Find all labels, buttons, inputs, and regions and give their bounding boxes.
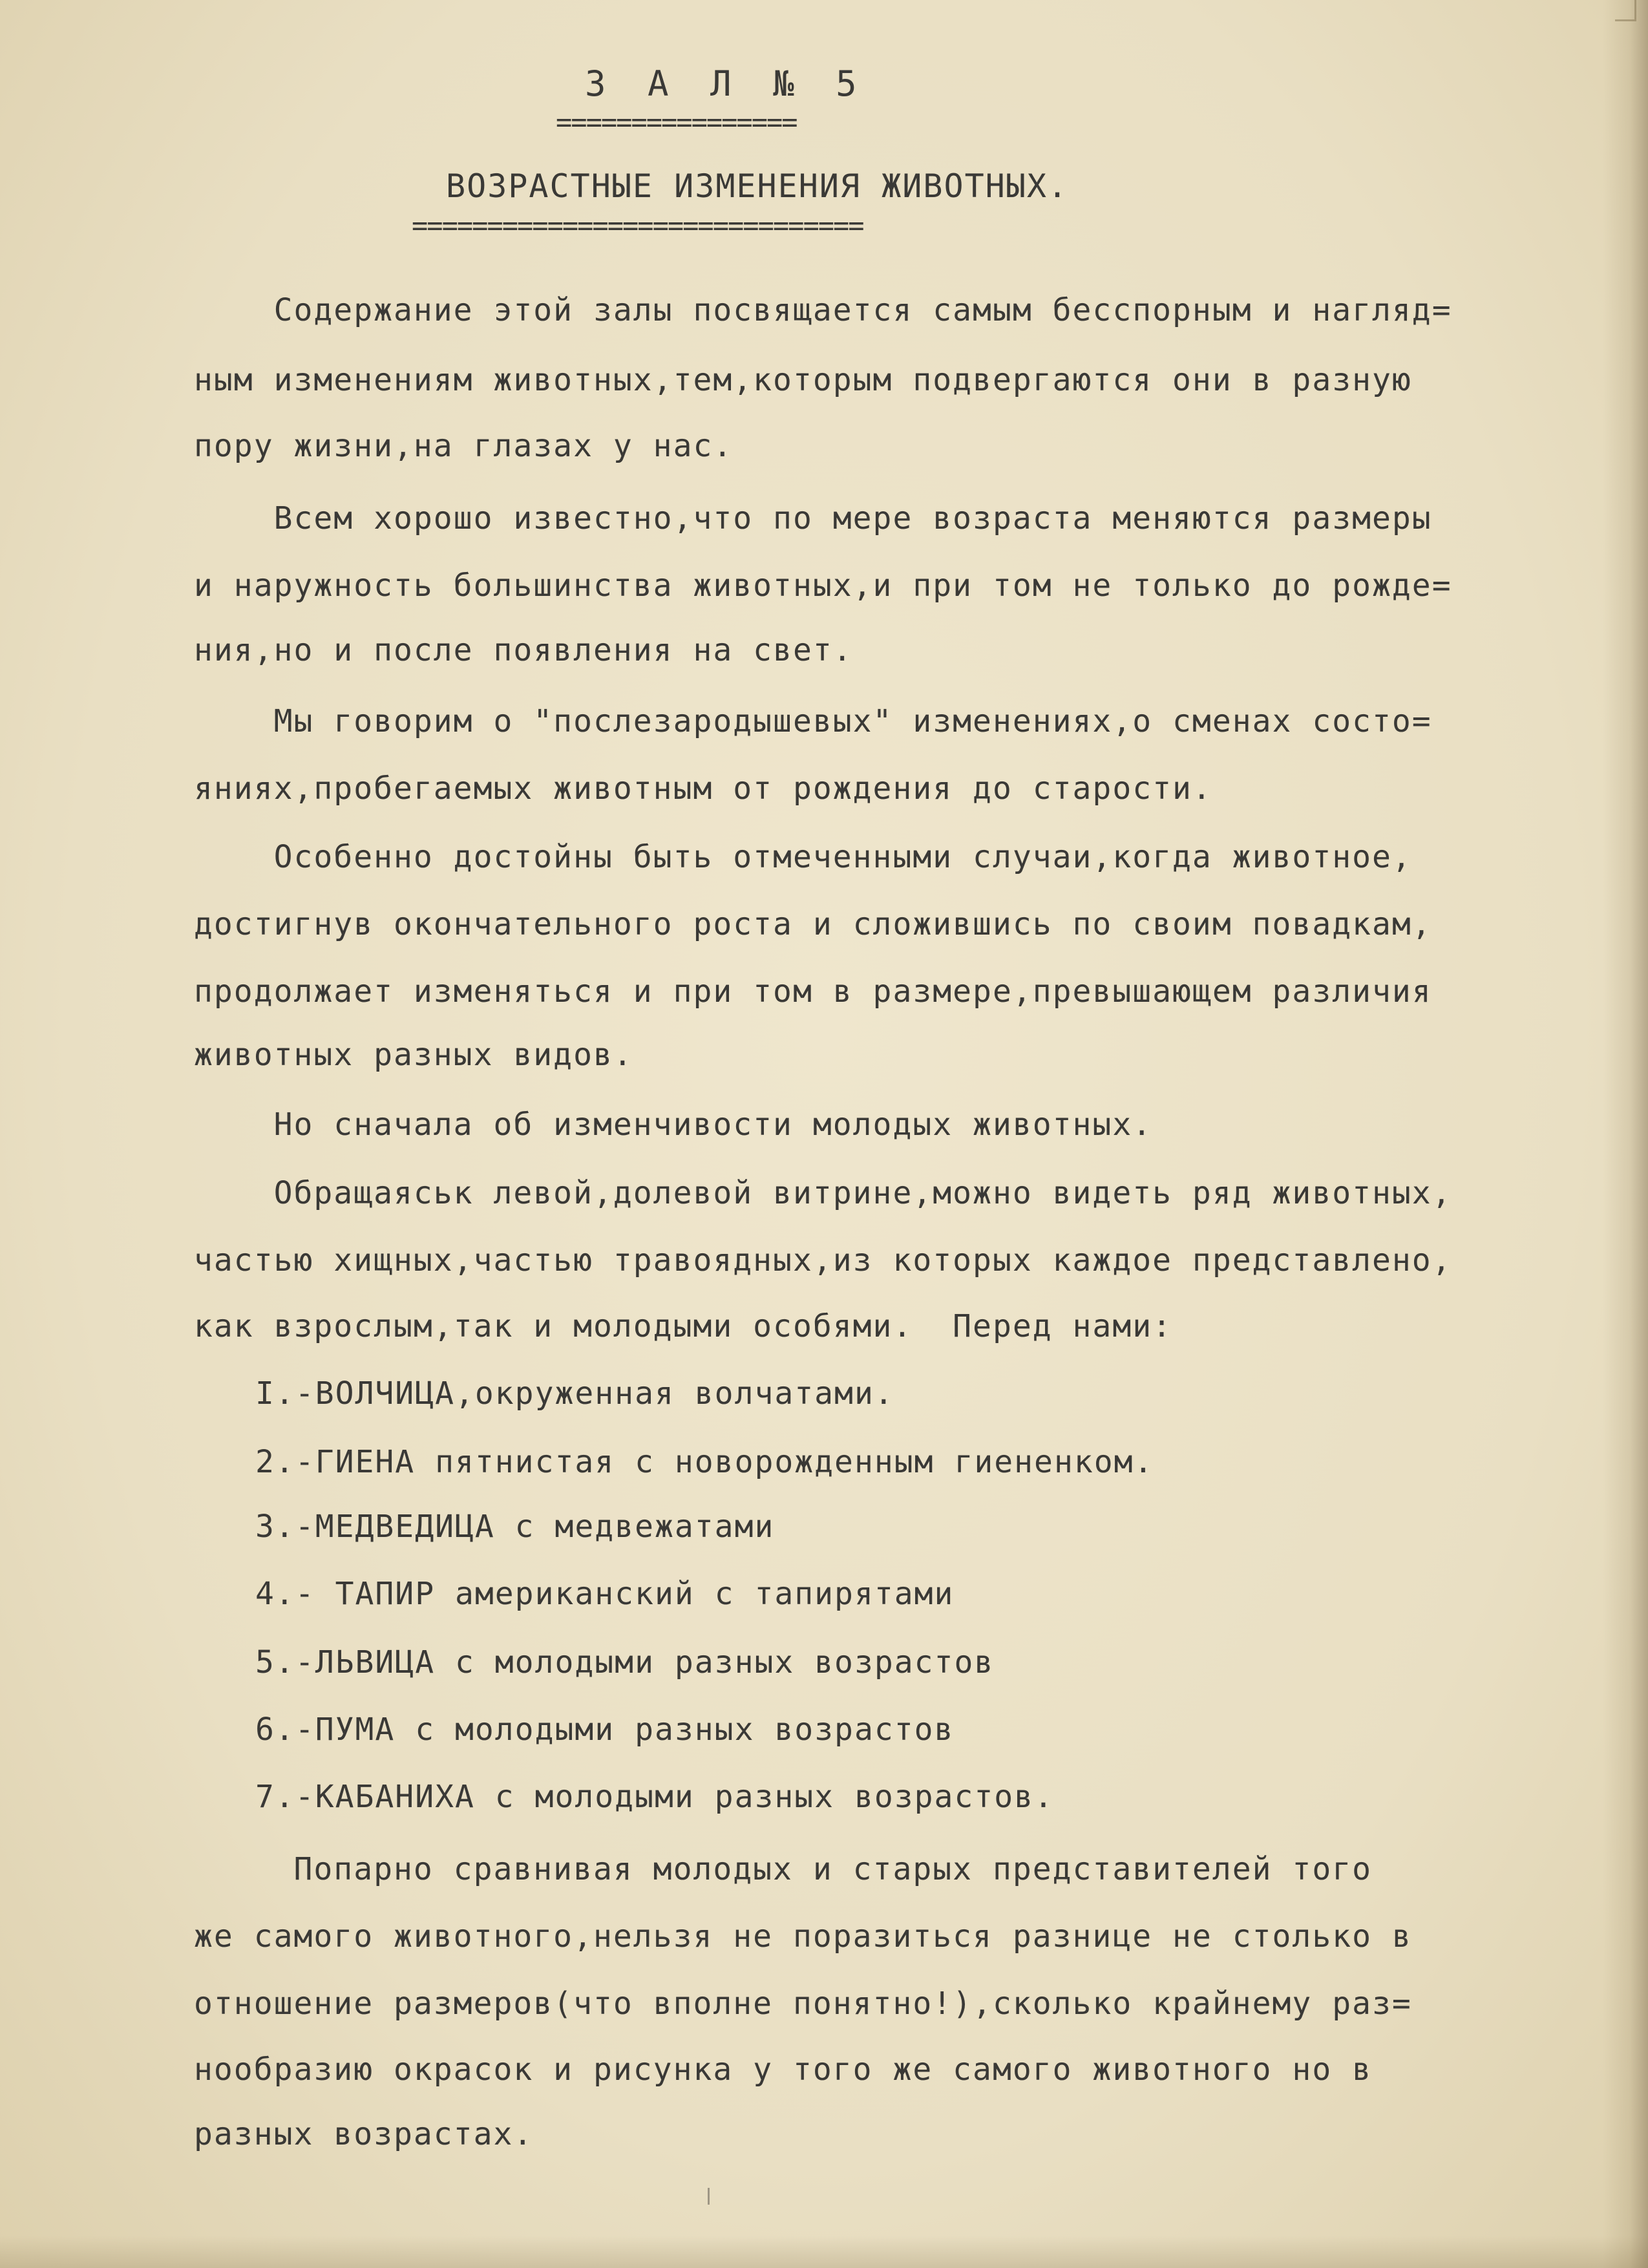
- paragraph-4-line-4: животных разных видов.: [194, 1037, 633, 1073]
- paragraph-4-line-3: продолжает изменяться и при том в размере,превышающем различия: [194, 973, 1432, 1010]
- closing-paragraph-line-2: же самого животного,нельзя не поразиться разнице не столько в: [194, 1918, 1412, 1955]
- paragraph-4-line-2: достигнув окончательного роста и сложившись по своим повадкам,: [194, 906, 1432, 942]
- paragraph-5-line-1: Но сначала об изменчивости молодых животных.: [194, 1107, 1153, 1143]
- paragraph-2-line-3: ния,но и после появления на свет.: [194, 632, 853, 668]
- section-heading-underline: ==============================: [412, 212, 863, 239]
- list-item: 4.- ТАПИР американский с тапирятами: [255, 1576, 955, 1612]
- closing-paragraph-line-5: разных возрастах.: [194, 2116, 534, 2152]
- paragraph-6-line-2: частью хищных,частью травоядных,из которых каждое представлено,: [194, 1242, 1452, 1278]
- paragraph-6-line-1: Обращаяськ левой,долевой витрине,можно видеть ряд животных,: [194, 1175, 1452, 1211]
- list-item: 7.-КАБАНИХА с молодыми разных возрастов.: [255, 1779, 1054, 1815]
- page-title: З А Л № 5: [585, 63, 867, 104]
- closing-paragraph-line-1: Попарно сравнивая молодых и старых представителей того: [194, 1851, 1373, 1887]
- paragraph-1-line-1: Содержание этой залы посвящается самым бесспорным и нагляд=: [194, 292, 1452, 328]
- paragraph-1-line-3: пору жизни,на глазах у нас.: [194, 428, 734, 464]
- list-item: I.-ВОЛЧИЦА,окруженная волчатами.: [255, 1375, 894, 1412]
- paragraph-3-line-2: яниях,пробегаемых животным от рождения до старости.: [194, 770, 1212, 807]
- paragraph-6-line-3: как взрослым,так и молодыми особями. Перед нами:: [194, 1308, 1173, 1344]
- paper-bottom-shadow: [0, 2236, 1648, 2268]
- paper-edge-shadow: [1603, 0, 1648, 2268]
- list-item: 5.-ЛЬВИЦА с молодыми разных возрастов: [255, 1644, 995, 1680]
- title-underline: ================: [556, 109, 797, 136]
- stray-ink-mark: [708, 2188, 710, 2205]
- paragraph-2-line-1: Всем хорошо известно,что по мере возраста меняются размеры: [194, 500, 1432, 536]
- closing-paragraph-line-4: нообразию окрасок и рисунка у того же самого животного но в: [194, 2051, 1373, 2088]
- corner-fold-mark: [1615, 0, 1636, 21]
- paragraph-4-line-1: Особенно достойны быть отмеченными случаи,когда животное,: [194, 839, 1412, 875]
- paragraph-3-line-1: Мы говорим о "послезародышевых" изменениях,о сменах состо=: [194, 703, 1432, 739]
- section-heading: ВОЗРАСТНЫЕ ИЗМЕНЕНИЯ ЖИВОТНЫХ.: [446, 167, 1069, 205]
- list-item: 6.-ПУМА с молодыми разных возрастов: [255, 1712, 955, 1748]
- paragraph-1-line-2: ным изменениям животных,тем,которым подвергаются они в разную: [194, 362, 1412, 398]
- paragraph-2-line-2: и наружность большинства животных,и при том не только до рожде=: [194, 567, 1452, 604]
- list-item: 2.-ГИЕНА пятнистая с новорожденным гиененком.: [255, 1444, 1154, 1480]
- closing-paragraph-line-3: отношение размеров(что вполне понятно!),сколько крайнему раз=: [194, 1986, 1412, 2022]
- list-item: 3.-МЕДВЕДИЦА с медвежатами: [255, 1509, 775, 1545]
